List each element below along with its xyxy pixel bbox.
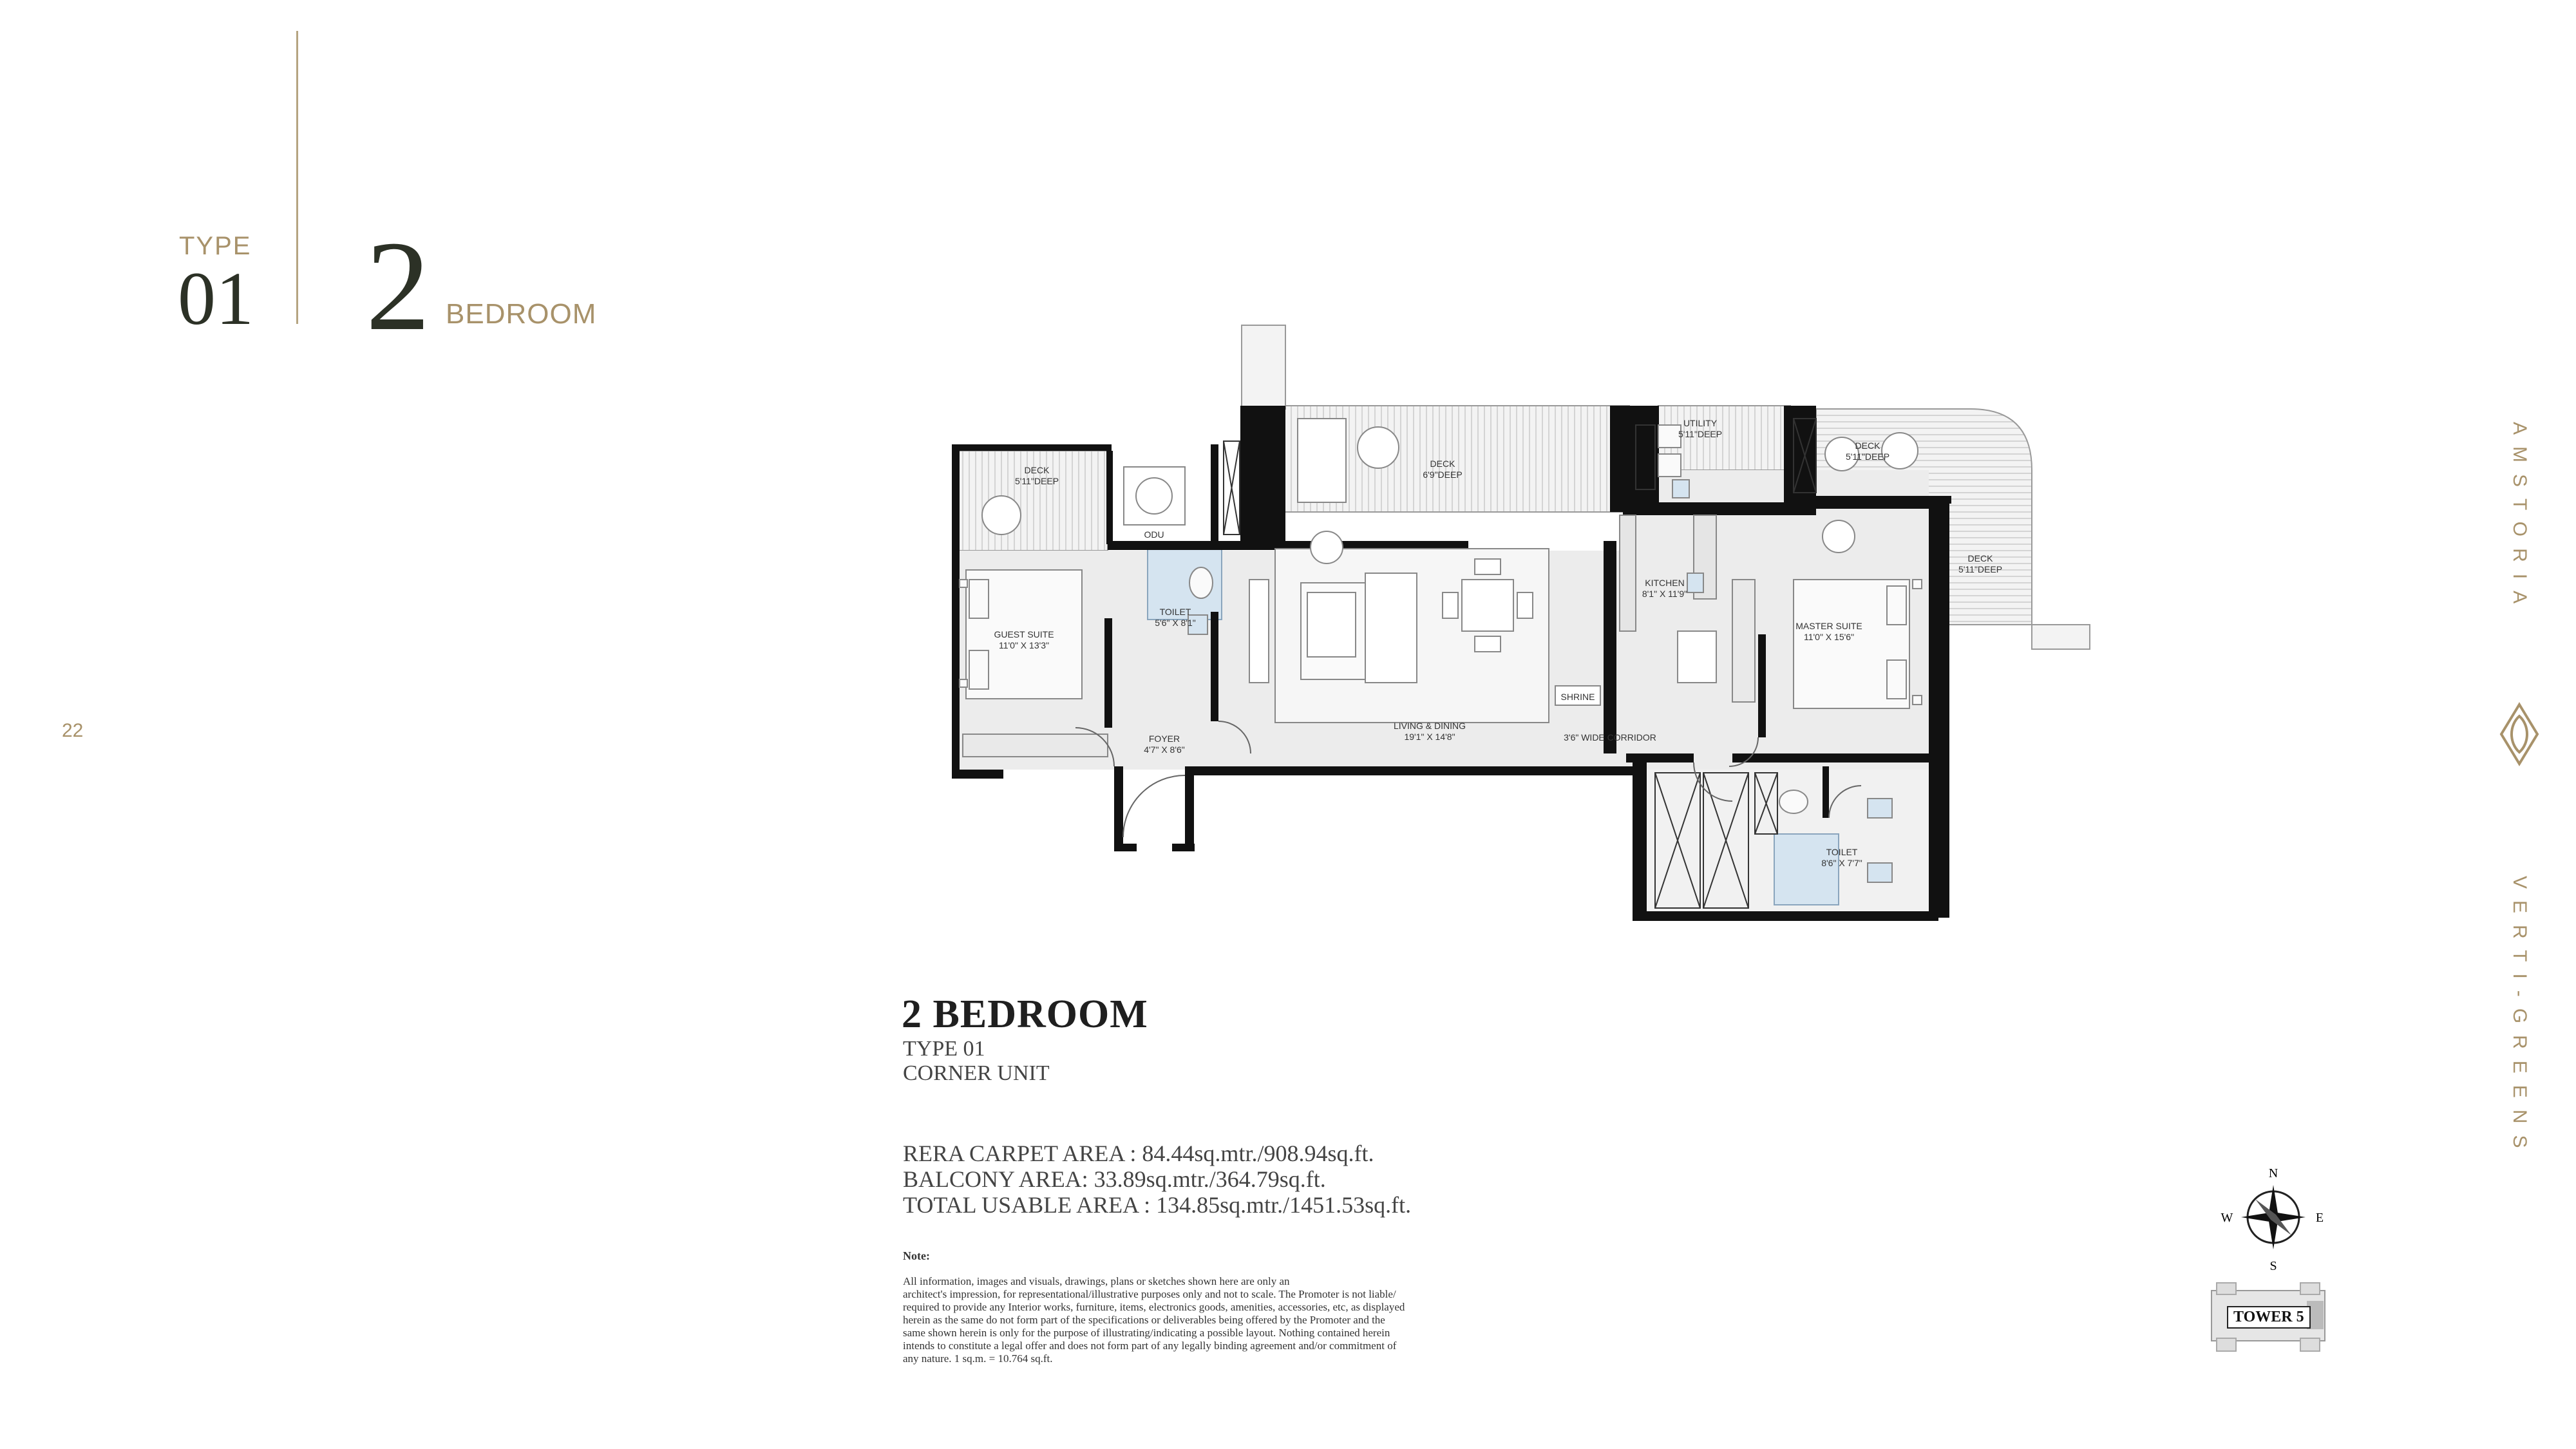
label-guest-suite-dim: 11'0" X 13'3"	[998, 640, 1050, 650]
note-line: same shown herein is only for the purpose of illustrating/indicating a possible layout. Nothing contained herein	[903, 1327, 1390, 1339]
label-deck-left-dim: 5'11"DEEP	[1014, 476, 1059, 486]
label-guest-suite: GUEST SUITE	[994, 629, 1054, 639]
label-deck-mid-dim: 6'9"DEEP	[1423, 469, 1463, 480]
label-corridor: 3'6" WIDE CORRIDOR	[1564, 732, 1656, 743]
label-deck-right: DECK	[1855, 440, 1880, 451]
note-line: intends to constitute a legal offer and does not form part of any legally binding agreement and/or commitment of	[903, 1340, 1397, 1352]
note-line: any nature. 1 sq.m. = 10.764 sq.ft.	[903, 1352, 1053, 1365]
note-line: All information, images and visuals, drawings, plans or sketches shown here are only an	[903, 1275, 1290, 1287]
label-deck-mid: DECK	[1430, 459, 1455, 469]
brand-top-text: AMSTORIA	[2509, 422, 2530, 616]
label-foyer-dim: 4'7" X 8'6"	[1144, 744, 1185, 755]
type-label: TYPE	[179, 232, 252, 260]
page-number: 22	[62, 720, 84, 741]
note-line: required to provide any Interior works, furniture, items, electronics goods, amenities, accessories, etc, as displayed	[903, 1301, 1405, 1313]
compass-s: S	[2269, 1259, 2277, 1273]
type-number: 01	[178, 256, 254, 341]
label-living-dim: 19'1" X 14'8"	[1404, 732, 1455, 742]
total-usable-area: TOTAL USABLE AREA : 134.85sq.mtr./1451.53sq.ft.	[903, 1192, 1412, 1218]
label-odu: ODU	[1144, 529, 1164, 540]
label-deck-far: DECK	[1967, 553, 1993, 564]
label-master-suite-dim: 11'0" X 15'6"	[1803, 632, 1855, 642]
bedroom-word: BEDROOM	[446, 298, 597, 330]
unit-title: 2 BEDROOM	[902, 992, 1148, 1036]
label-shrine: SHRINE	[1560, 692, 1595, 702]
header-divider	[296, 31, 298, 324]
label-toilet-1: TOILET	[1159, 607, 1191, 617]
bedroom-count: 2	[366, 215, 430, 357]
shower-area	[1774, 834, 1839, 905]
note-line: architect's impression, for representational/illustrative purposes only and not to scale. The Promoter is not liable/	[903, 1288, 1396, 1300]
compass-n: N	[2268, 1166, 2278, 1180]
label-kitchen-dim: 8'1" X 11'9"	[1642, 589, 1688, 599]
label-kitchen: KITCHEN	[1645, 578, 1685, 588]
unit-corner: CORNER UNIT	[903, 1061, 1050, 1085]
floor-plan	[927, 309, 2112, 921]
label-toilet-1-dim: 5'6" X 8'1"	[1155, 618, 1196, 628]
label-toilet-2-dim: 8'6" X 7'7"	[1821, 858, 1862, 868]
label-living: LIVING & DINING	[1393, 721, 1466, 731]
leaf-diamond-icon	[2499, 702, 2540, 766]
label-utility-dim: 5'11"DEEP	[1678, 429, 1723, 439]
label-toilet-2: TOILET	[1826, 847, 1858, 857]
note-body	[903, 1275, 1482, 1365]
label-deck-far-dim: 5'11"DEEP	[1958, 564, 2003, 574]
compass-e: E	[2315, 1211, 2324, 1225]
label-deck-left: DECK	[1024, 465, 1050, 475]
label-deck-right-dim: 5'11"DEEP	[1845, 451, 1890, 462]
brand-bottom-text: VERTI-GREENS	[2509, 876, 2530, 1160]
label-master-suite: MASTER SUITE	[1795, 621, 1862, 631]
unit-type: TYPE 01	[903, 1037, 985, 1061]
note-label: Note:	[903, 1249, 930, 1262]
compass	[2215, 1159, 2331, 1275]
compass-w: W	[2221, 1211, 2233, 1225]
tower-label: TOWER 5	[2227, 1306, 2311, 1329]
balcony-area: BALCONY AREA: 33.89sq.mtr./364.79sq.ft.	[903, 1166, 1326, 1192]
note-line: herein as the same do not form part of the specifications or deliverables being offered by the Promoter and the	[903, 1314, 1385, 1326]
label-foyer: FOYER	[1148, 734, 1180, 744]
rera-carpet-area: RERA CARPET AREA : 84.44sq.mtr./908.94sq.ft.	[903, 1141, 1374, 1166]
label-utility: UTILITY	[1683, 418, 1718, 428]
